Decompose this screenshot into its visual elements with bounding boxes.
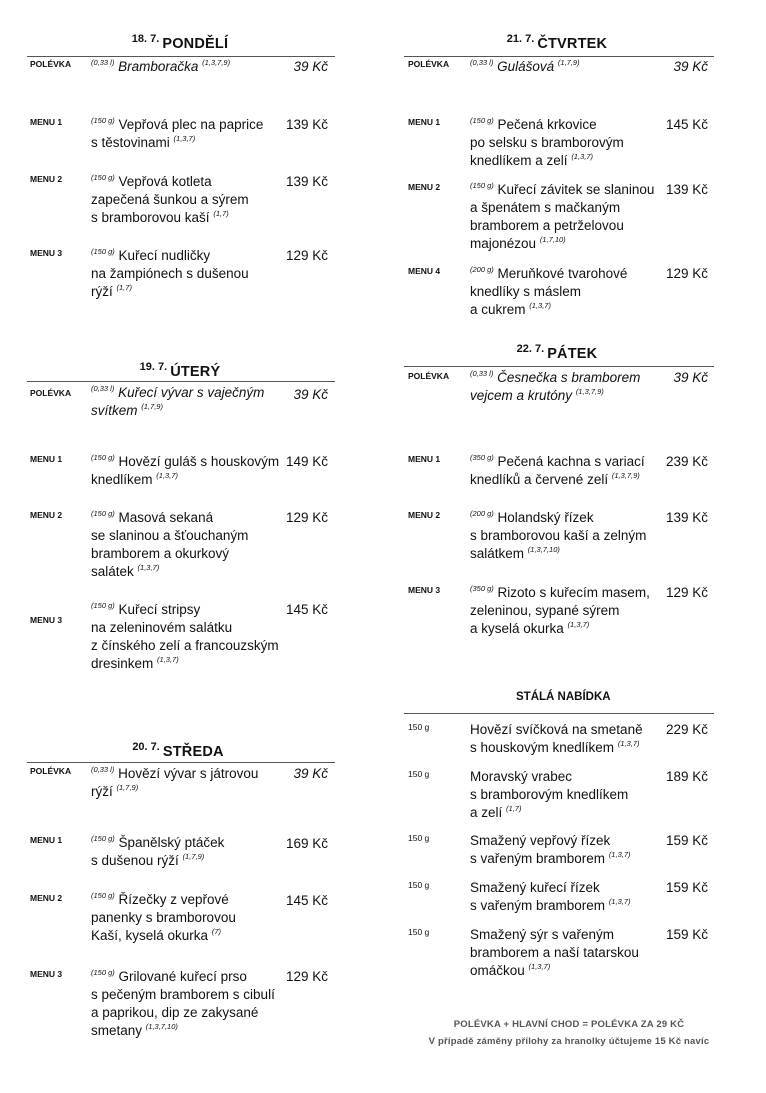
menu-weight: (150 g) bbox=[91, 834, 115, 843]
menu-weight: (150 g) bbox=[91, 891, 115, 900]
menu-weight: (200 g) bbox=[470, 265, 494, 274]
soup-name: $^{(0,33 l)}$ Gulášová $^{(1,7,9)}$ bbox=[470, 58, 580, 74]
allergens: (1,3,7) bbox=[529, 301, 551, 310]
soup-price: 39 Kč bbox=[673, 370, 708, 385]
standing-item: Smažený vepřový řízek s vařeným bramborem $^{(1,3,7)}$ bbox=[470, 833, 631, 866]
menu-label: MENU 2 bbox=[30, 174, 63, 184]
menu-dish: $^{(150 g)}$ Pečená krkovice po selsku s bramborovým knedlíkem a zelí $^{(1,3,7)}$ bbox=[470, 116, 624, 168]
menu-price: 129 Kč bbox=[665, 585, 708, 600]
menu-label: MENU 3 bbox=[30, 615, 63, 625]
menu-price: 129 Kč bbox=[285, 248, 328, 263]
soup-size: (0,33 l) bbox=[91, 58, 115, 67]
menu-dish: $^{(150 g)}$ Řízečky z vepřové panenky s bramborovou Kaší, kyselá okurka $^{(7)}$ bbox=[91, 891, 236, 943]
menu-dish: $^{(150 g)}$ Kuřecí stripsy na zeleninovém salátku z čínského zelí a francouzským dresinkem $^{(1,3,7)}$ bbox=[91, 601, 279, 671]
menu-label: MENU 1 bbox=[30, 117, 63, 127]
allergens: (7) bbox=[211, 927, 221, 936]
menu-label: MENU 1 bbox=[30, 835, 63, 845]
menu-weight: (200 g) bbox=[470, 509, 494, 518]
menu-dish: $^{(150 g)}$ Kuřecí nudličky na žampiónech s dušenou rýží $^{(1,7)}$ bbox=[91, 247, 249, 299]
menu-dish: $^{(150 g)}$ Španělský ptáček s dušenou rýží $^{(1,7,9)}$ bbox=[91, 834, 225, 868]
soup-label: POLÉVKA bbox=[408, 59, 450, 69]
menu-price: 239 Kč bbox=[665, 454, 708, 469]
item-price: 159 Kč bbox=[665, 833, 708, 848]
allergens: (1,3,7) bbox=[173, 134, 196, 143]
menu-label: MENU 2 bbox=[408, 182, 441, 192]
soup-price: 39 Kč bbox=[293, 59, 328, 74]
menu-weight: (350 g) bbox=[470, 453, 494, 462]
menu-weight: (150 g) bbox=[91, 116, 115, 125]
menu-price: 129 Kč bbox=[285, 510, 328, 525]
day-name: PÁTEK bbox=[547, 346, 598, 362]
soup-name: $^{(0,33 l)}$ Bramboračka $^{(1,3,7,9)}$ bbox=[91, 58, 231, 74]
standing-item: Moravský vrabec s bramborovým knedlíkem a zelí $^{(1,7)}$ bbox=[470, 769, 629, 820]
divider bbox=[27, 56, 335, 57]
day-header-wednesday bbox=[118, 741, 238, 761]
menu-price: 149 Kč bbox=[285, 454, 328, 469]
item-price: 159 Kč bbox=[665, 927, 708, 942]
day-header-thursday bbox=[497, 33, 617, 53]
menu-price: 139 Kč bbox=[285, 174, 328, 189]
menu-weight: (150 g) bbox=[91, 453, 115, 462]
item-price: 159 Kč bbox=[665, 880, 708, 895]
item-price: 189 Kč bbox=[665, 769, 708, 784]
day-name: ÚTERÝ bbox=[170, 364, 221, 380]
menu-dish: $^{(150 g)}$ Vepřová plec na paprice s těstovinami $^{(1,3,7)}$ bbox=[91, 116, 264, 150]
menu-dish: $^{(350 g)}$ Pečená kachna s variací knedlíků a červené zelí $^{(1,3,7,9)}$ bbox=[470, 453, 645, 487]
standing-item: Hovězí svíčková na smetaně s houskovým knedlíkem $^{(1,3,7)}$ bbox=[470, 722, 643, 755]
menu-price: 145 Kč bbox=[285, 893, 328, 908]
allergens: (1,3,7) bbox=[567, 620, 590, 629]
menu-label: MENU 1 bbox=[408, 454, 441, 464]
menu-label: MENU 3 bbox=[408, 585, 441, 595]
allergens: (1,3,7,9) bbox=[611, 471, 640, 480]
item-price: 229 Kč bbox=[665, 722, 708, 737]
soup-size: (0,33 l) bbox=[91, 765, 115, 774]
soup-size: (0,33 l) bbox=[470, 58, 494, 67]
menu-label: MENU 1 bbox=[408, 117, 441, 127]
menu-label: MENU 4 bbox=[408, 266, 441, 276]
soup-name: $^{(0,33 l)}$ Česnečka s bramborem vejcem a krutóny $^{(1,3,7,9)}$ bbox=[470, 369, 641, 403]
soup-size: (0,33 l) bbox=[470, 369, 494, 378]
day-name: ČTVRTEK bbox=[537, 36, 608, 52]
allergens: (1,3,7) bbox=[608, 850, 631, 859]
menu-price: 169 Kč bbox=[285, 836, 328, 851]
allergens: (1,7) bbox=[506, 804, 522, 813]
item-weight: 150 g bbox=[408, 880, 430, 890]
soup-price: 39 Kč bbox=[293, 766, 328, 781]
menu-weight: (150 g) bbox=[91, 968, 115, 977]
item-weight: 150 g bbox=[408, 722, 430, 732]
divider bbox=[404, 366, 714, 367]
menu-weight: (150 g) bbox=[91, 601, 115, 610]
allergens: (1,3,7,9) bbox=[202, 58, 231, 67]
allergens: (1,3,7,10) bbox=[527, 545, 560, 554]
menu-weight: (150 g) bbox=[470, 116, 494, 125]
menu-price: 139 Kč bbox=[285, 117, 328, 132]
day-name: PONDĚLÍ bbox=[162, 36, 229, 52]
allergens: (1,3,7) bbox=[137, 563, 160, 572]
standing-offer-title: STÁLÁ NABÍDKA bbox=[516, 691, 611, 703]
menu-weight: (150 g) bbox=[470, 181, 494, 190]
divider bbox=[404, 56, 714, 57]
item-weight: 150 g bbox=[408, 833, 430, 843]
menu-price: 139 Kč bbox=[665, 510, 708, 525]
day-date: 18. 7. bbox=[131, 33, 160, 45]
menu-weight: (150 g) bbox=[91, 173, 115, 182]
allergens: (1,3,7) bbox=[617, 739, 640, 748]
allergens: (1,3,7,9) bbox=[575, 387, 604, 396]
menu-price: 129 Kč bbox=[665, 266, 708, 281]
menu-dish: $^{(200 g)}$ Holandský řízek s bramborovou kaší a zelným salátkem $^{(1,3,7,10)}$ bbox=[470, 509, 647, 561]
day-header-monday bbox=[120, 33, 240, 53]
day-name: STŘEDA bbox=[162, 744, 224, 760]
allergens: (1,7) bbox=[213, 209, 229, 218]
day-date: 21. 7. bbox=[506, 33, 535, 45]
allergens: (1,3,7) bbox=[156, 471, 178, 480]
menu-dish: $^{(150 g)}$ Masová sekaná se slaninou a šťouchaným bramborem a okurkový salátek $^{(1,3,7)}$ bbox=[91, 509, 249, 579]
allergens: (1,7) bbox=[116, 283, 132, 292]
menu-dish: $^{(350 g)}$ Rizoto s kuřecím masem, zeleninou, sypané sýrem a kyselá okurka $^{(1,3,7)}$ bbox=[470, 584, 650, 636]
menu-dish: $^{(200 g)}$ Meruňkové tvarohové knedlíky s máslem a cukrem $^{(1,3,7)}$ bbox=[470, 265, 628, 317]
soup-size: (0,33 l) bbox=[91, 384, 115, 393]
divider bbox=[27, 381, 335, 382]
soup-name: $^{(0,33 l)}$ Hovězí vývar s játrovou rýží $^{(1,7,9)}$ bbox=[91, 765, 259, 799]
day-date: 20. 7. bbox=[132, 741, 160, 753]
combo-note: POLÉVKA + HLAVNÍ CHOD = POLÉVKA ZA 29 KČ bbox=[453, 1019, 685, 1030]
menu-label: MENU 2 bbox=[408, 510, 441, 520]
day-date: 22. 7. bbox=[516, 343, 545, 355]
menu-label: MENU 2 bbox=[30, 510, 63, 520]
menu-dish: $^{(150 g)}$ Vepřová kotleta zapečená šunkou a sýrem s bramborovou kaší $^{(1,7)}$ bbox=[91, 173, 249, 225]
menu-price: 145 Kč bbox=[285, 602, 328, 617]
allergens: (1,7,9) bbox=[182, 852, 205, 861]
menu-label: MENU 3 bbox=[30, 969, 63, 979]
soup-label: POLÉVKA bbox=[30, 766, 72, 776]
allergens: (1,7,10) bbox=[539, 235, 566, 244]
item-weight: 150 g bbox=[408, 769, 430, 779]
allergens: (1,7,9) bbox=[557, 58, 580, 67]
soup-label: POLÉVKA bbox=[30, 388, 72, 398]
side-dish-note: V případě záměny přílohy za hranolky účtujeme 15 Kč navíc bbox=[428, 1036, 710, 1047]
allergens: (1,7,9) bbox=[116, 783, 139, 792]
allergens: (1,7,9) bbox=[141, 402, 163, 411]
menu-weight: (350 g) bbox=[470, 584, 494, 593]
soup-label: POLÉVKA bbox=[30, 59, 72, 69]
divider bbox=[404, 713, 714, 714]
allergens: (1,3,7) bbox=[608, 897, 631, 906]
menu-dish: $^{(150 g)}$ Hovězí guláš s houskovým knedlíkem $^{(1,3,7)}$ bbox=[91, 453, 280, 487]
item-weight: 150 g bbox=[408, 927, 430, 937]
allergens: (1,3,7) bbox=[157, 655, 179, 664]
soup-name: $^{(0,33 l)}$ Kuřecí vývar s vaječným svítkem $^{(1,7,9)}$ bbox=[91, 384, 265, 418]
soup-price: 39 Kč bbox=[293, 387, 328, 402]
standing-item: Smažený kuřecí řízek s vařeným bramborem $^{(1,3,7)}$ bbox=[470, 880, 631, 913]
menu-price: 145 Kč bbox=[665, 117, 708, 132]
divider bbox=[27, 762, 335, 763]
soup-price: 39 Kč bbox=[673, 59, 708, 74]
menu-weight: (150 g) bbox=[91, 509, 115, 518]
allergens: (1,3,7) bbox=[571, 152, 593, 161]
menu-dish: $^{(150 g)}$ Kuřecí závitek se slaninou a špenátem s mačkaným bramborem a petrželovou majonézou $^{(1,7,10)}$ bbox=[470, 181, 655, 251]
day-date: 19. 7. bbox=[139, 361, 168, 373]
standing-item: Smažený sýr s vařeným bramborem a naší tatarskou omáčkou $^{(1,3,7)}$ bbox=[470, 927, 639, 978]
day-header-friday bbox=[497, 343, 617, 363]
menu-label: MENU 1 bbox=[30, 454, 63, 464]
menu-price: 129 Kč bbox=[285, 969, 328, 984]
allergens: (1,3,7,10) bbox=[145, 1022, 178, 1031]
menu-dish: $^{(150 g)}$ Grilované kuřecí prso s pečeným bramborem s cibulí a paprikou, dip ze zakysané smetany $^{(1,3,7,10)}$ bbox=[91, 968, 275, 1038]
soup-label: POLÉVKA bbox=[408, 371, 450, 381]
menu-label: MENU 2 bbox=[30, 893, 63, 903]
menu-label: MENU 3 bbox=[30, 248, 63, 258]
day-header-tuesday bbox=[120, 361, 240, 381]
allergens: (1,3,7) bbox=[528, 962, 551, 971]
menu-price: 139 Kč bbox=[665, 182, 708, 197]
menu-weight: (150 g) bbox=[91, 247, 115, 256]
